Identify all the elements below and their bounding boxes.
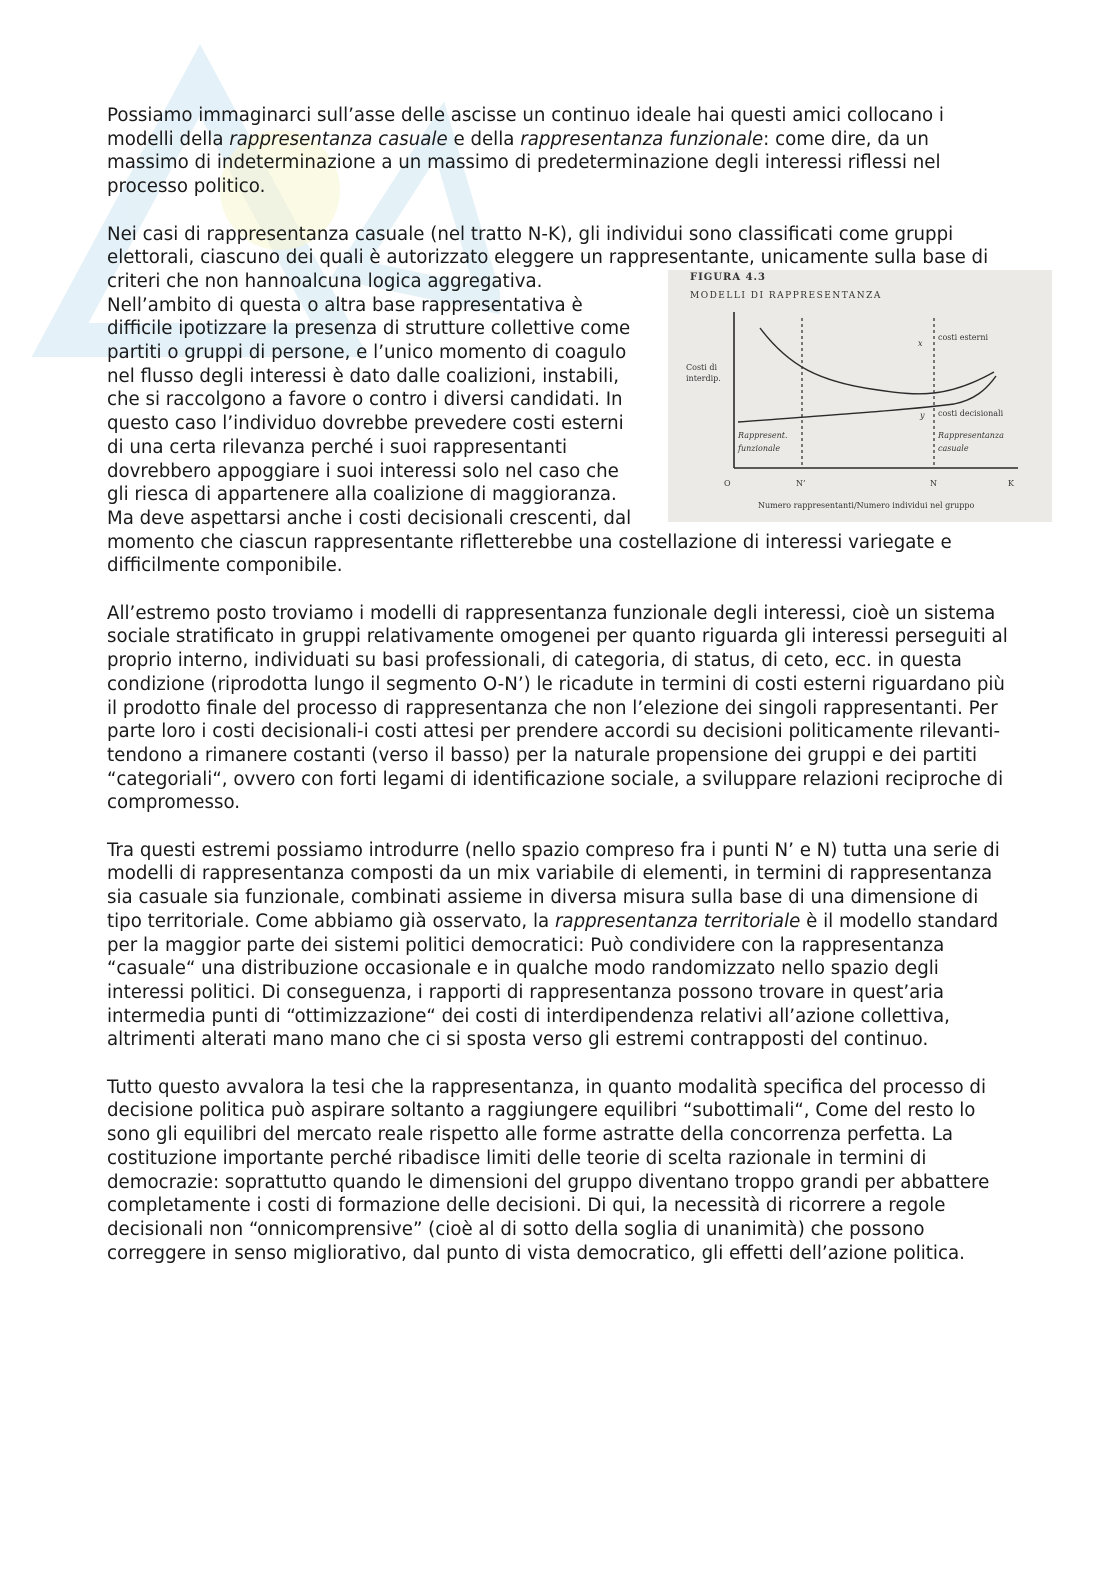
paragraph-2: Nei casi di rappresentanza casuale (nel tratto N-K), gli individui sono classificati come gruppi elettorali, ciascuno dei quali è autorizzato eleggere un rappresentante, unicamente sulla base di criteri che non hanno FIGURA 4.3 MODELLI DI RAPPRESENTANZA Costi di interdip. costi esterni costi decisionali x y Rappresent. funzionale Rappresentanza casuale O N’ N K Numero rappresentanti/Numero individui nel gruppo alcuna logica aggregativa. Nell’ambito di questa o altra base rappresentativa è difficile ipotizzare la presenza di strutture collettive come partiti o gruppi di persone, e l’unico momento di coagulo nel flusso degli interessi è dato dalle coalizioni, instabili, che si raccolgono a favore o contro i diversi candidati. In questo caso l’individuo dovrebbe prevedere costi esterni di una certa rilevanza perché i suoi rappresentanti dovrebbero appoggiare i suoi interessi solo nel caso che gli riesca di appartenere alla coalizione di maggioranza. Ma deve aspettarsi anche i costi decisionali crescenti, dal momento che ciascun rappresentante rifletterebbe una costellazione di interessi variegate e difficilmente componibile. bbox=[107, 223, 1012, 579]
region-label-casuale-line2: casuale bbox=[938, 443, 969, 453]
tick-label-n: N bbox=[930, 478, 937, 488]
term-rappresentanza-casuale: rappresentanza casuale bbox=[229, 128, 448, 150]
tick-label-k: K bbox=[1008, 478, 1014, 488]
paragraph-3: All’estremo posto troviamo i modelli di rappresentanza funzionale degli interessi, cioè un sistema sociale stratificato in gruppi relativamente omogenei per quanto riguarda gli interessi perseguiti al proprio interno, individuati su basi professionali, di categoria, di status, di ceto, ecc. in questa condizione (riprodotta lungo il segmento O-N’) le ricadute in termini di costi esterni riguardano più il prodotto finale del processo di rappresentanza che non l’elezione dei singoli rappresentanti. Per parte loro i costi decisionali-i costi attesi per prendere accordi su decisioni politicamente rilevanti- tendono a rimanere costanti (verso il basso) per la naturale propensione dei gruppi e dei partiti “categoriali“, ovvero con forti legami di identificazione sociale, a sviluppare relazioni reciproche di compromesso. bbox=[107, 602, 1008, 814]
point-label-y: y bbox=[920, 410, 925, 420]
tick-label-n-prime: N’ bbox=[796, 478, 806, 488]
figure-modelli-rappresentanza bbox=[668, 270, 1052, 522]
curve-label-costi-esterni: costi esterni bbox=[938, 332, 989, 342]
curve-label-costi-decisionali: costi decisionali bbox=[938, 408, 1004, 418]
y-axis-label-line2: interdip. bbox=[686, 373, 721, 383]
y-axis-label-line1: Costi di bbox=[686, 362, 718, 372]
document-page bbox=[107, 104, 1012, 1289]
region-label-casuale-line1: Rappresentanza bbox=[938, 430, 1004, 440]
paragraph-4: Tra questi estremi possiamo introdurre (nello spazio compreso fra i punti N’ e N) tutta una serie di modelli di rappresentanza composti da un mix variabile di elementi, in termini di rappresentanza sia casuale sia funzionale, combinati assieme in diversa misura sulla base di una dimensione di tipo territoriale. Come abbiamo già osservato, la rappresentanza territoriale è il modello standard per la maggior parte dei sistemi politici democratici: Può condividere con la rappresentanza “casuale“ una distribuzione occasionale e in qualche modo randomizzato nello spazio degli interessi politici. Di conseguenza, i rapporti di rappresentanza possono trovare in quest’aria intermedia punti di “ottimizzazione“ dei costi di interdipendenza relativi all’azione collettiva, altrimenti alterati mano mano che ci si sposta verso gli estremi contrapposti del continuo. bbox=[107, 839, 1000, 1051]
paragraph-5: Tutto questo avvalora la tesi che la rappresentanza, in quanto modalità specifica del processo di decisione politica può aspirare soltanto a raggiungere equilibri “subottimali“, Come del resto lo sono gli equilibri del mercato reale rispetto alle forme astratte della concorrenza perfetta. La costituzione importante perché ribadisce limiti delle teorie di scelta razionale in termini di democrazie: soprattutto quando le dimensioni del gruppo diventano troppo grandi per abbattere completamente i costi di formazione delle decisioni. Di qui, la necessità di ricorrere a regole decisionali non “onnicomprensive” (cioè al di sotto della soglia di unanimità) che possono correggere in senso migliorativo, dal punto di vista democratico, gli effetti dell’azione politica. bbox=[107, 1076, 990, 1264]
x-axis-label: Numero rappresentanti/Numero individui nel gruppo bbox=[758, 500, 975, 510]
term-rappresentanza-territoriale: rappresentanza territoriale bbox=[554, 910, 801, 932]
term-rappresentanza-funzionale: rappresentanza funzionale bbox=[520, 128, 764, 150]
paragraph-1: Possiamo immaginarci sull’asse delle ascisse un continuo ideale hai questi amici collocano i modelli della rappresentanza casuale e della rappresentanza funzionale: come dire, da un massimo di indeterminazione a un massimo di predeterminazione degli interessi riflessi nel processo politico. bbox=[107, 105, 944, 198]
figure-number: FIGURA 4.3 bbox=[690, 271, 766, 283]
region-label-funzionale-line2: funzionale bbox=[738, 443, 781, 453]
region-label-funzionale-line1: Rappresent. bbox=[738, 430, 788, 440]
figure-title: MODELLI DI RAPPRESENTANZA bbox=[690, 290, 882, 301]
tick-label-o: O bbox=[724, 478, 731, 488]
point-label-x: x bbox=[918, 338, 923, 348]
